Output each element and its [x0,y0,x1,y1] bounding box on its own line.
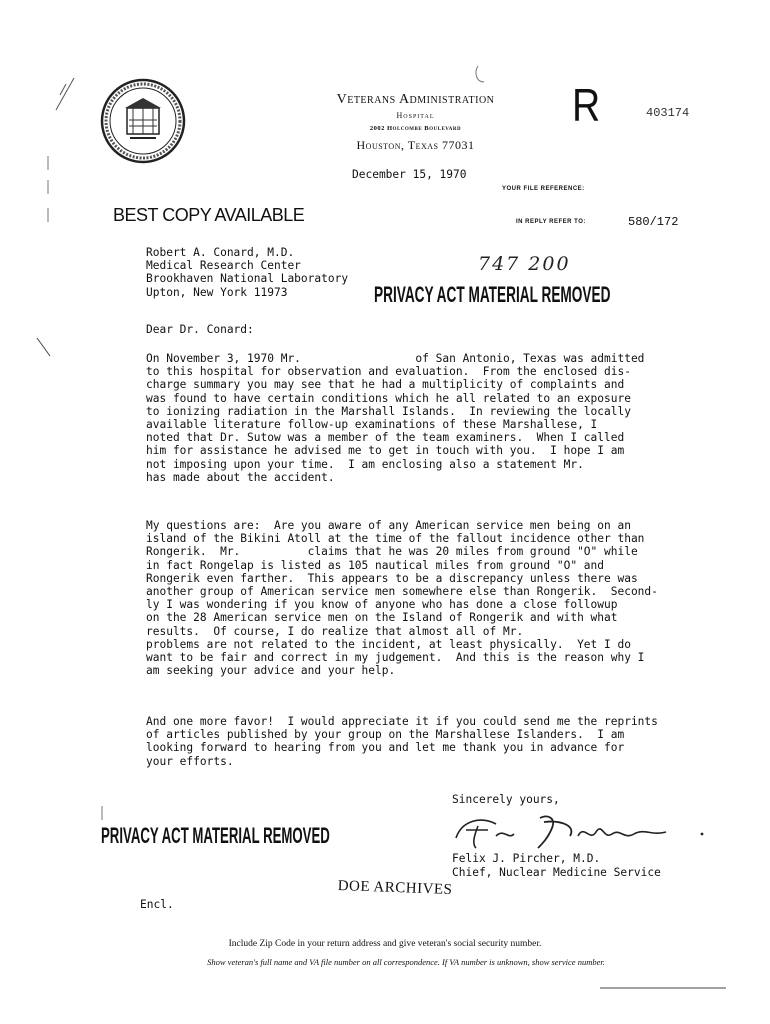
file-number: 403174 [646,106,690,120]
recipient-line: Brookhaven National Laboratory [146,272,349,286]
body-line: noted that Dr. Sutow was a member of the team examiners. When I called [146,431,625,445]
in-reply-refer-to-label: IN REPLY REFER TO: [516,219,586,225]
recipient-line: Upton, New York 11973 [146,285,288,299]
recipient-address [146,246,348,299]
privacy-act-stamp: PRIVACY ACT MATERIAL REMOVED [374,282,611,307]
body-line: Rongerik even farther. This appears to be a discrepancy unless there was [146,571,638,585]
privacy-act-stamp: PRIVACY ACT MATERIAL REMOVED [101,823,330,848]
body-line: looking forward to hearing from you and let me thank you in advance for [146,741,625,755]
body-line: him for assistance he advised me to get in touch with you. I hope I am [146,444,625,458]
recipient-line: Robert A. Conard, M.D. [146,246,295,259]
handwritten-signature [452,806,722,856]
letterhead-title: Veterans Administration [336,92,495,107]
body-line: another group of American service men somewhere else than Rongerik. Second- [146,585,658,599]
salutation: Dear Dr. Conard: [146,323,254,336]
footer-instruction-italic: Show veteran's full name and VA file number on all correspondence. If VA number is unknown, show service number. [207,957,605,967]
letterhead-street: 2002 Holcombe Boulevard [369,125,462,132]
recipient-line: Medical Research Center [146,259,301,273]
body-line: to ionizing radiation in the Marshall Islands. In reviewing the locally [146,404,631,418]
body-line: problems are not related to the incident, at least physically. Yet I do [146,637,631,651]
body-line: in fact Rongelap is listed as 105 nautical miles from ground "O" and [146,558,605,572]
body-line: island of the Bikini Atoll at the time of the fallout incidence other than [146,532,645,546]
va-seal-logo [100,78,186,164]
paragraph-1 [146,352,644,484]
body-line: not imposing upon your time. I am enclosing also a statement Mr. [146,457,584,471]
body-line: charge summary you may see that he had a multiplicity of complaints and [146,378,625,392]
body-line: to this hospital for observation and evaluation. From the enclosed dis- [146,365,631,379]
body-line: On November 3, 1970 Mr. of San Antonio, Texas was admitted [146,352,645,365]
paragraph-3 [146,715,658,768]
body-line: Rongerik. Mr. claims that he was 20 miles from ground "O" while [146,545,638,559]
handwritten-number: 747 200 [478,253,571,275]
signer-title: Chief, Nuclear Medicine Service [452,866,661,879]
body-line: of articles published by your group on the Marshallese Islanders. I am [146,728,625,742]
body-line: My questions are: Are you aware of any American service men being on an [146,519,631,532]
best-copy-stamp: BEST COPY AVAILABLE [113,205,305,225]
doe-archives-stamp: DOE ARCHIVES [337,878,453,898]
signer-name: Felix J. Pircher, M.D. [452,852,601,865]
footer-instruction: Include Zip Code in your return address and give veteran's social security number. [228,939,542,949]
paragraph-2 [146,519,658,677]
letterhead-city: Houston, Texas 77031 [356,138,475,152]
body-line: your efforts. [146,754,234,768]
body-line: And one more favor! I would appreciate it if you could send me the reprints [146,715,658,728]
your-file-reference-label: YOUR FILE REFERENCE: [502,186,585,192]
handwritten-r-mark: R [572,79,601,131]
body-line: results. Of course, I do realize that almost all of Mr. [146,624,524,638]
body-line: on the 28 American service men on the Island of Rongerik and with what [146,611,618,625]
in-reply-refer-to-value: 580/172 [628,215,679,229]
body-line: ly I was wondering if you know of anyone who has done a close followup [146,598,618,612]
body-line: was found to have certain conditions which he all related to an exposure [146,391,631,405]
body-line: has made about the accident. [146,470,335,484]
letterhead-subtitle: Hospital [396,111,435,120]
closing: Sincerely yours, [452,793,560,806]
body-line: want to be fair and correct in my judgement. And this is the reason why I [146,651,645,665]
body-line: am seeking your advice and your help. [146,664,396,678]
enclosure-note: Encl. [140,898,174,911]
body-line: available literature follow-up examinations of these Marshallese, I [146,418,598,432]
letter-date: December 15, 1970 [352,168,467,181]
